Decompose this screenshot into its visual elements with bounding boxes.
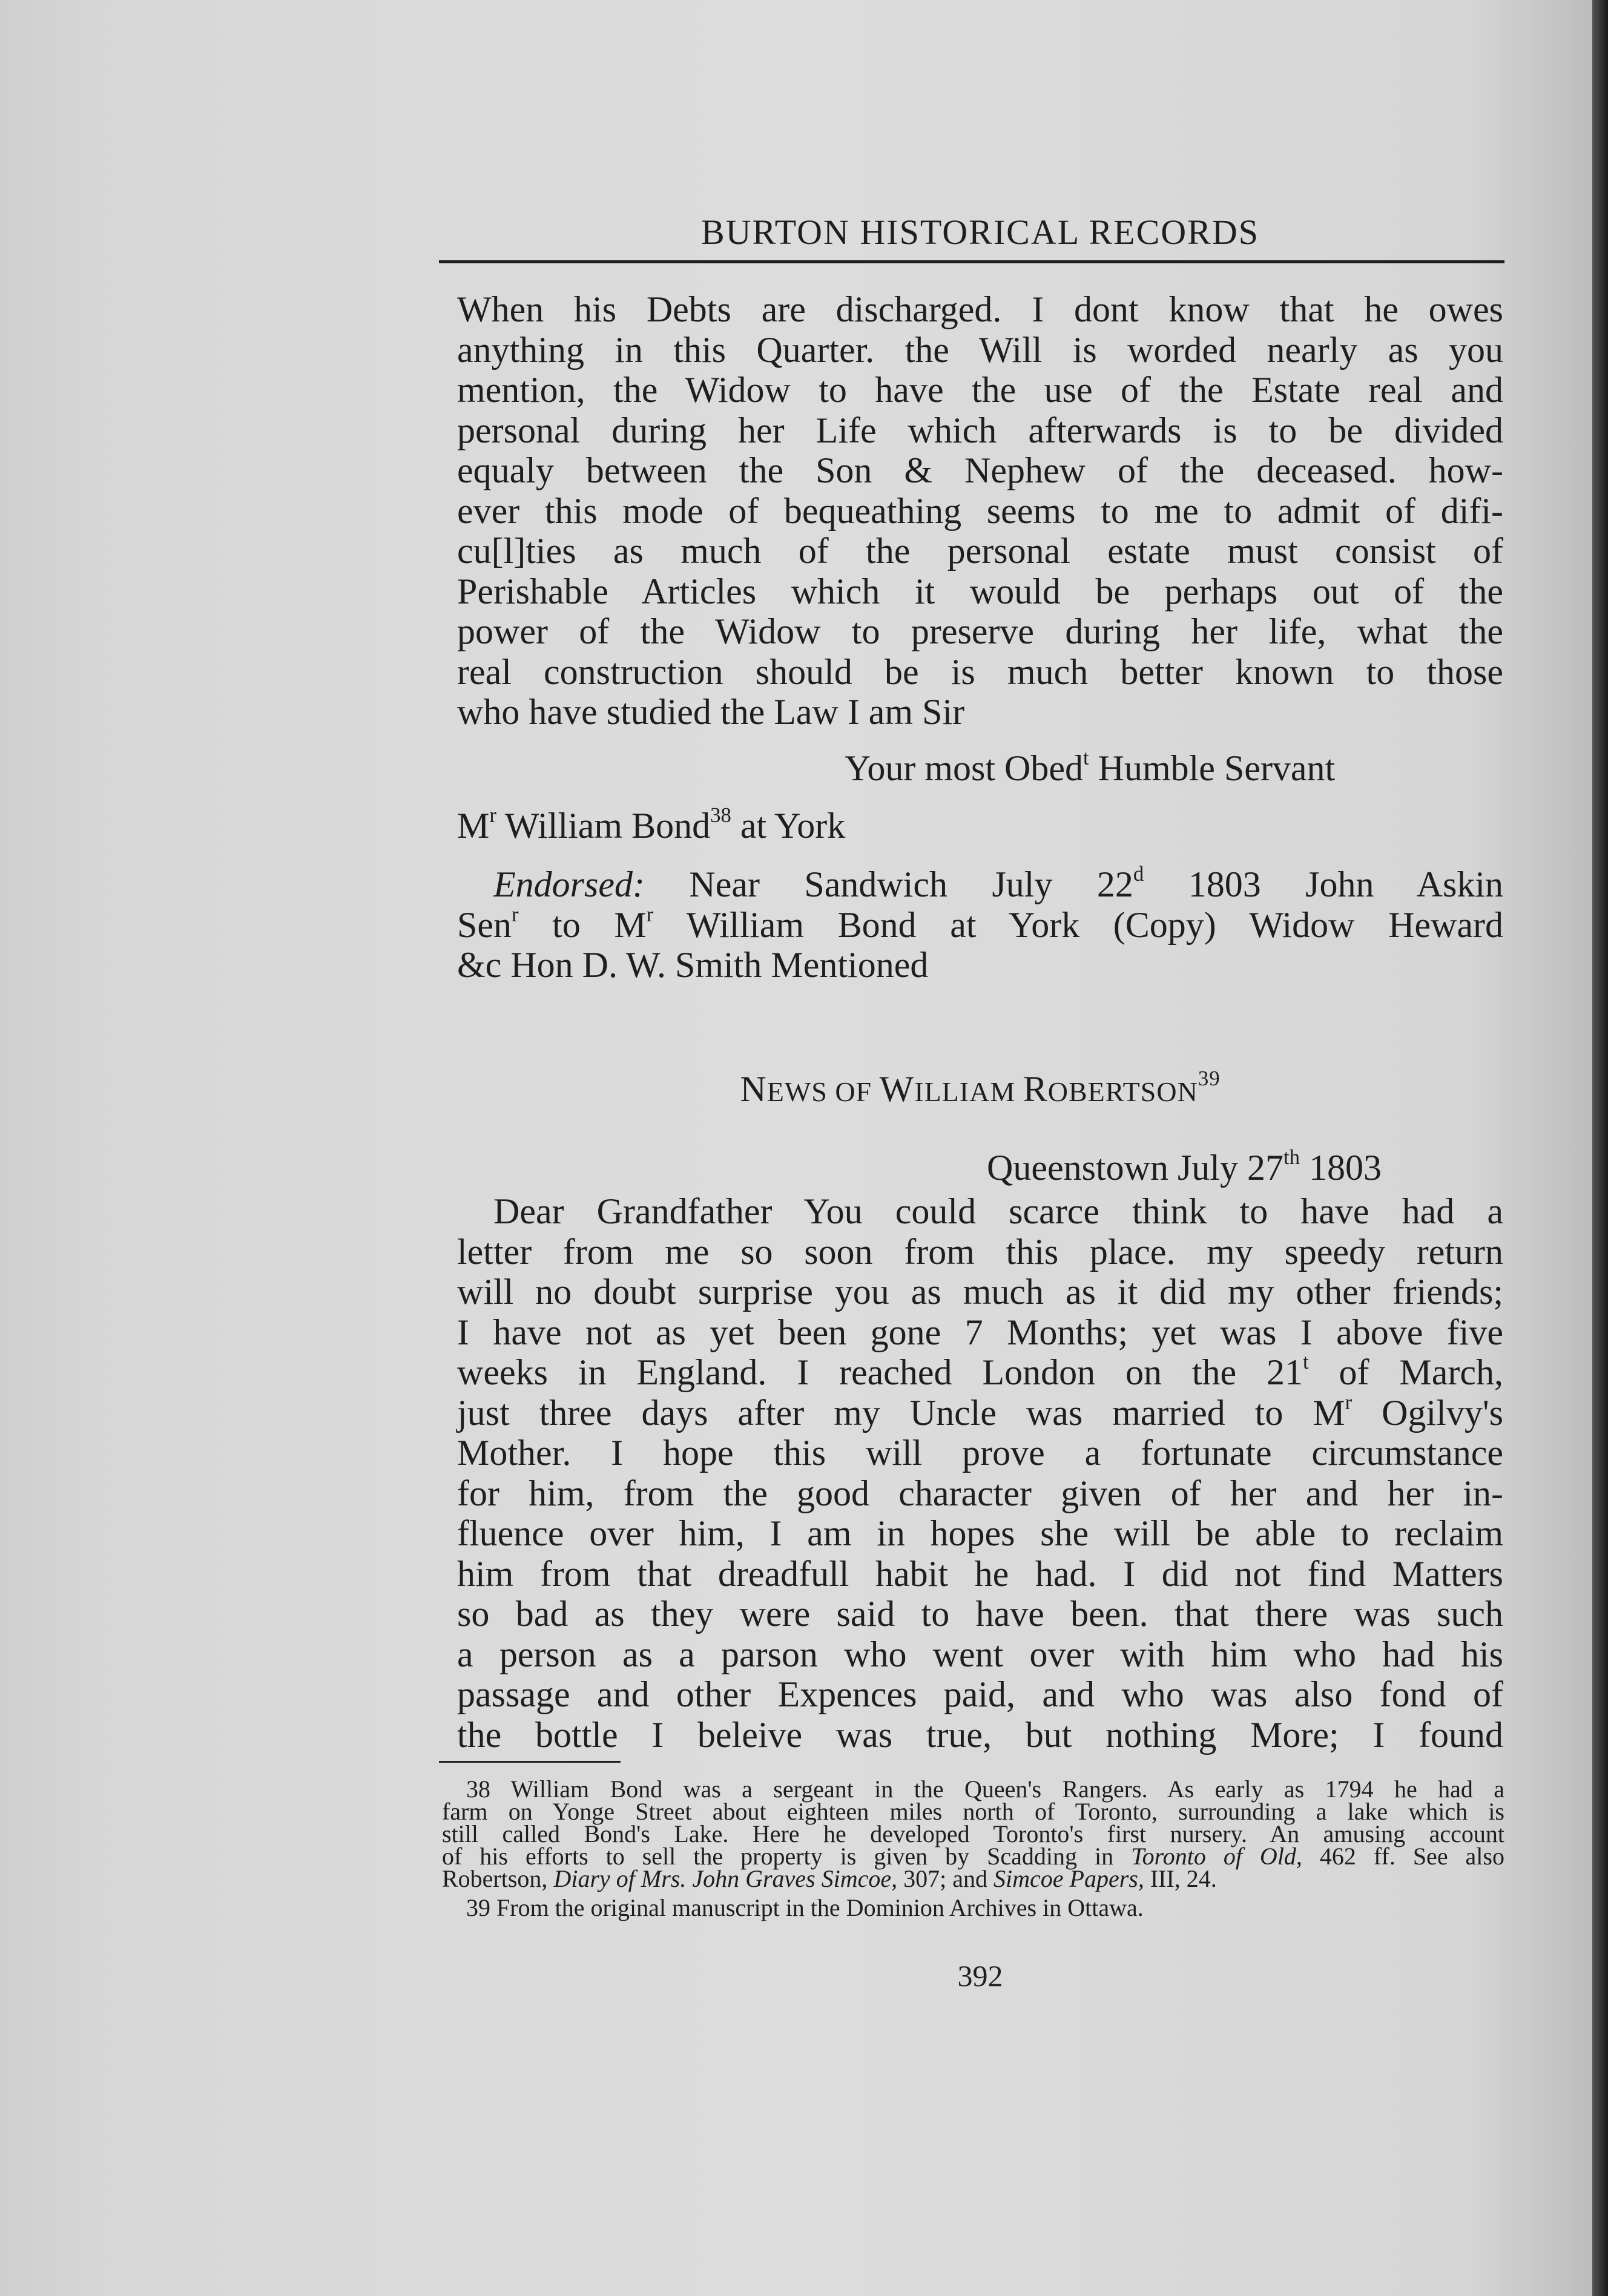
- text-line: I have not as yet been gone 7 Months; yet was I above five: [457, 1312, 1503, 1352]
- text-line: who have studied the Law I am Sir: [457, 692, 965, 732]
- text-line: mention, the Widow to have the use of the Estate real and: [457, 370, 1503, 410]
- text-line: just three days after my Uncle was married to $M^r$ Ogilvy's: [457, 1390, 1503, 1433]
- footnote-39: [442, 1896, 1504, 1919]
- header-rule: [439, 260, 1504, 263]
- text-line: fluence over him, I am in hopes she will be able to reclaim: [457, 1513, 1503, 1553]
- text-line: letter from me so soon from this place. my speedy return: [457, 1231, 1503, 1272]
- footnote-38: [442, 1775, 1504, 1892]
- text-line: 39 From the original manuscript in the Dominion Archives in Ottawa.: [466, 1894, 1144, 1921]
- text-line: 38 William Bond was a sergeant in the Queen's Rangers. As early as 1794 he had a: [466, 1775, 1504, 1803]
- text-line: Dear Grandfather You could scarce think to have had a: [493, 1191, 1503, 1231]
- page-number: 392: [957, 1959, 1003, 1993]
- text-line: equaly between the Son & Nephew of the deceased. how-: [457, 450, 1503, 490]
- text-line: anything in this Quarter. the Will is worded nearly as you: [457, 329, 1503, 370]
- text-line: Perishable Articles which it would be perhaps out of the: [457, 571, 1503, 611]
- text-line: passage and other Expences paid, and who was also fond of: [457, 1674, 1503, 1714]
- text-line: so bad as they were said to have been. that there was such: [457, 1594, 1503, 1634]
- text-line: Sen$^r$ to $M^r$ William Bond at York (Copy) Widow Heward: [457, 902, 1503, 945]
- text-line: When his Debts are discharged. I dont know that he owes: [457, 289, 1503, 329]
- text-line: cu[l]ties as much of the personal estate must consist of: [457, 531, 1503, 571]
- text-line: of his efforts to sell the property is given by Scadding in Toronto of Old, 462 ff. See also: [442, 1843, 1504, 1870]
- letter-closing: Your most Obed$^t$ Humble Servant: [845, 745, 1336, 788]
- text-line: a person as a parson who went over with him who had his: [457, 1634, 1503, 1674]
- text-line: for him, from the good character given of her and her in-: [457, 1473, 1503, 1513]
- running-head: BURTON HISTORICAL RECORDS: [700, 212, 1259, 252]
- text-line: power of the Widow to preserve during her life, what the: [457, 611, 1503, 651]
- text-line: ever this mode of bequeathing seems to me to admit of difi-: [457, 490, 1503, 531]
- text-line: Mother. I hope this will prove a fortunate circumstance: [457, 1433, 1503, 1473]
- text-line: will no doubt surprise you as much as it did my other friends;: [457, 1272, 1503, 1312]
- text-line: real construction should be is much better known to those: [457, 651, 1503, 692]
- text-line: Robertson, Diary of Mrs. John Graves Simcoe, 307; and Simcoe Papers, III, 24.: [442, 1865, 1217, 1892]
- section-title: NEWS OF WILLIAM ROBERTSON$^{39}$: [740, 1066, 1221, 1109]
- page-edge-shadow: [1592, 0, 1608, 2296]
- letter-1-body: [457, 289, 1503, 732]
- footnote-ref: 39: [1198, 1066, 1221, 1090]
- text-line: weeks in England. I reached London on the 21$^t$ of March,: [457, 1349, 1503, 1392]
- text-line: personal during her Life which afterwards is to be divided: [457, 410, 1503, 450]
- footnote-ref: 38: [710, 803, 731, 827]
- letter-addressee: $M^r$ William Bond$^{38}$ at York: [457, 803, 846, 846]
- letter-2-body: [457, 1191, 1503, 1755]
- text-line: &c Hon D. W. Smith Mentioned: [457, 945, 929, 985]
- text-line: still called Bond's Lake. Here he developed Toronto's first nursery. An amusing account: [442, 1820, 1504, 1847]
- text-line: Endorsed: Near Sandwich July 22$^d$ 1803 John Askin: [493, 861, 1503, 904]
- text-line: him from that dreadfull habit he had. I did not find Matters: [457, 1553, 1503, 1594]
- text-line: farm on Yonge Street about eighteen miles north of Toronto, surrounding a lake which is: [442, 1798, 1504, 1825]
- text-line: the bottle I beleive was true, but nothing More; I found: [457, 1714, 1503, 1755]
- letter-dateline: Queenstown July 27th 1803: [987, 1145, 1382, 1188]
- footnote-rule: [439, 1761, 621, 1763]
- endorsement: [457, 861, 1503, 985]
- endorsed-label: Endorsed:: [493, 864, 645, 904]
